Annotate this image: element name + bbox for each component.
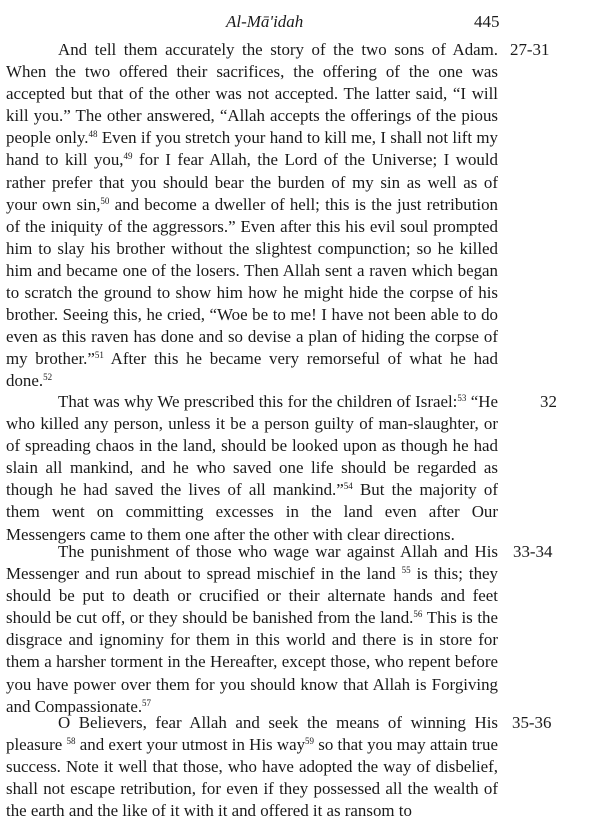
paragraph-text: And tell them accurately the story of the two sons of Adam. When the two offered their sacrifices, the offering of the one was accepted but that of the other was not accepted. The latter said, “I will kill you.” The other answered, “Allah accepts the offerings of the pious people only.: [6, 40, 498, 148]
footnote-marker[interactable]: 53: [457, 393, 467, 403]
footnote-marker[interactable]: 48: [88, 129, 98, 140]
verse-reference: 27-31: [510, 40, 550, 59]
paragraph-text: O Believers, fear Allah and seek the means of winning His pleasure: [6, 713, 498, 755]
paragraph-text: is this; they should be put to death or crucified or their alternate hands and feet should be cut off, or they should be banished from the land.: [6, 564, 498, 628]
paragraph: [6, 541, 498, 718]
footnote-marker[interactable]: 55: [401, 565, 411, 576]
paragraph-text: so that you may attain true success. Note it well that those, who have adopted the way of disbelief, shall not escape retribution, for even if they possessed all the wealth of the earth and the like of it with it and offered it as ransom to: [6, 735, 498, 821]
footnote-marker[interactable]: 56: [413, 609, 423, 620]
footnote-marker[interactable]: 51: [94, 350, 104, 361]
footnote-marker[interactable]: 52: [43, 372, 53, 383]
paragraph-text: and exert your utmost in His way: [75, 735, 306, 755]
paragraph-text: for I fear Allah, the Lord of the Universe; I would rather prefer that you should bear the burden of my sin as well as of your own sin,: [6, 150, 498, 214]
footnote-marker[interactable]: 50: [100, 195, 110, 206]
footnote-marker[interactable]: 49: [123, 151, 133, 162]
footnote-marker[interactable]: 58: [66, 736, 76, 747]
page-number: 445: [474, 12, 500, 31]
verse-reference: 32: [540, 392, 557, 411]
paragraph: [6, 391, 498, 546]
footnote-marker[interactable]: 57: [142, 697, 152, 708]
paragraph-text: and become a dweller of hell; this is the just retribution of the iniquity of the aggressors.” Even after this his evil soul prompted him to slay his brother without the slightest compunction; so he killed him and became one of the losers. Then Allah sent a raven which began to scratch the ground to show him how he might hide the corpse of his brother. Seeing this, he cried, “Woe be to me! I have not been able to do even as this raven has done and so devise a plan of hiding the corpse of my brother.”: [6, 194, 498, 369]
paragraph: [6, 39, 498, 393]
verse-reference: 33-34: [513, 542, 553, 561]
paragraph-text: “He who killed any person, unless it be a person guilty of man-slaughter, or of spreading chaos in the land, should be looked upon as though he had slain all mankind, and he who saved one life should be regarded as though he had saved the lives of all mankind.”: [6, 392, 498, 500]
paragraph-text: After this he became very remorseful of what he had done.: [6, 349, 498, 391]
footnote-marker[interactable]: 54: [343, 481, 353, 492]
paragraph-text: The punishment of those who wage war against Allah and His Messenger and run about to spread mischief in the land: [6, 542, 498, 584]
footnote-marker[interactable]: 59: [305, 736, 315, 747]
paragraph-text: This is the disgrace and ignominy for them in this world and there is in store for them a harsher torment in the Hereafter, except those, who repent before you have power over them for you should know that Allah is Forgiving and Compassionate.: [6, 608, 498, 716]
paragraph-text: But the majority of them went on committing excesses in the land even after Our Messengers came to them one after the other with clear directions.: [6, 480, 498, 544]
page-header: [0, 12, 600, 36]
verse-reference: 35-36: [512, 713, 552, 732]
paragraph-text: Even if you stretch your hand to kill me, I shall not lift my hand to kill you,: [6, 128, 498, 170]
running-title: Al-Mā'idah: [226, 12, 304, 31]
paragraph: [6, 712, 498, 822]
paragraph-text: That was why We prescribed this for the children of Israel:: [58, 392, 458, 411]
